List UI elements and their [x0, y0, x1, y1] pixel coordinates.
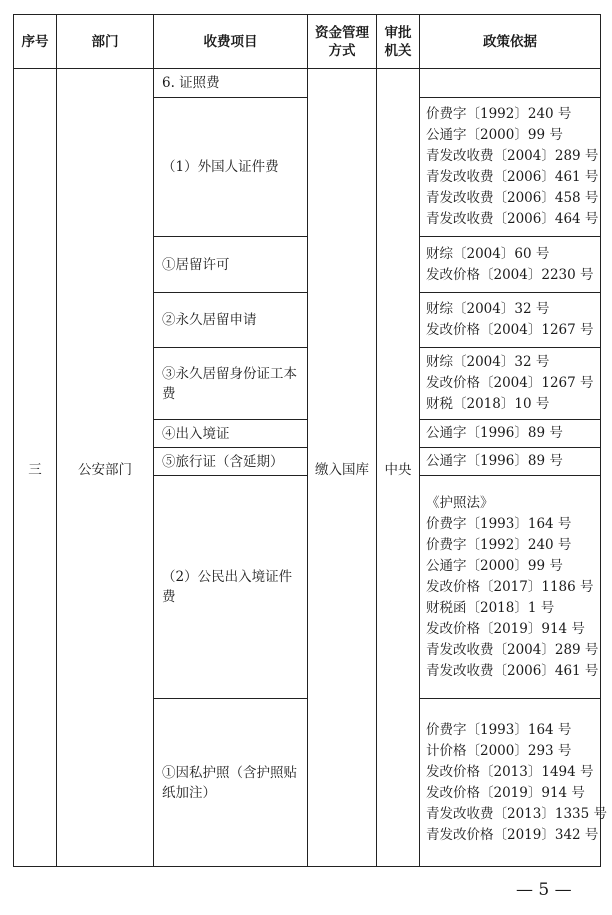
item-cell: （2）公民出入境证件费 — [154, 476, 308, 699]
group-approval: 中央 — [377, 69, 420, 867]
header-dept: 部门 — [57, 15, 154, 69]
basis-line: 公通字〔2000〕99 号 — [426, 127, 563, 143]
basis-line: 青发改收费〔2006〕464 号 — [426, 211, 599, 227]
basis-line: 财税〔2018〕10 号 — [426, 396, 550, 412]
basis-line: 价费字〔1992〕240 号 — [426, 106, 572, 122]
header-no: 序号 — [14, 15, 57, 69]
basis-line: 发改价格〔2019〕914 号 — [426, 784, 585, 801]
basis-line: 发改价格〔2004〕1267 号 — [426, 322, 594, 338]
item-cell: ⑤旅行证（含延期） — [154, 448, 308, 476]
item-cell: ①居留许可 — [154, 237, 308, 293]
basis-cell — [420, 448, 601, 476]
basis-line: 财综〔2004〕60 号 — [426, 245, 550, 262]
basis-line: 青发改价格〔2019〕342 号 — [426, 826, 599, 843]
basis-line: 财税函〔2018〕1 号 — [426, 599, 555, 616]
basis-line: 价费字〔1993〕164 号 — [426, 515, 572, 532]
header-item: 收费项目 — [154, 15, 308, 69]
basis-cell — [420, 476, 601, 699]
basis-line: 财综〔2004〕32 号 — [426, 354, 550, 370]
basis-line: 青发改收费〔2006〕461 号 — [426, 169, 599, 185]
fee-table — [13, 14, 608, 867]
basis-line: 价费字〔1992〕240 号 — [426, 536, 572, 553]
basis-cell — [420, 237, 601, 293]
basis-line: 财综〔2004〕32 号 — [426, 301, 550, 317]
basis-line: 青发改收费〔2013〕1335 号 — [426, 805, 608, 822]
basis-line: 公通字〔2000〕99 号 — [426, 557, 563, 574]
basis-line: 计价格〔2000〕293 号 — [426, 742, 572, 759]
basis-cell — [420, 98, 601, 237]
basis-line: 青发改收费〔2004〕289 号 — [426, 148, 599, 164]
basis-line: 青发改收费〔2006〕458 号 — [426, 190, 599, 206]
item-cell: ④出入境证 — [154, 420, 308, 448]
item-cell: ②永久居留申请 — [154, 293, 308, 348]
basis-cell — [420, 420, 601, 448]
basis-line: 公通字〔1996〕89 号 — [426, 453, 563, 469]
basis-line: 青发改收费〔2006〕461 号 — [426, 662, 599, 679]
item-cell: 6. 证照费 — [154, 69, 308, 98]
basis-cell — [420, 699, 608, 867]
table-row — [14, 69, 601, 98]
basis-line: 发改价格〔2004〕1267 号 — [426, 375, 594, 391]
basis-cell — [420, 69, 601, 98]
page-number: — 5 — — [516, 880, 572, 900]
header-row — [14, 15, 601, 69]
basis-line: 发改价格〔2004〕2230 号 — [426, 266, 594, 283]
header-approval: 审批机关 — [377, 15, 420, 69]
basis-line: 青发改收费〔2004〕289 号 — [426, 641, 599, 658]
basis-line: 公通字〔1996〕89 号 — [426, 425, 563, 441]
group-fund: 缴入国库 — [308, 69, 377, 867]
item-cell: ③永久居留身份证工本费 — [154, 348, 308, 420]
basis-line: 价费字〔1993〕164 号 — [426, 721, 572, 738]
basis-cell — [420, 348, 601, 420]
basis-line: 发改价格〔2017〕1186 号 — [426, 578, 594, 595]
basis-line: 发改价格〔2019〕914 号 — [426, 620, 585, 637]
header-basis: 政策依据 — [420, 15, 601, 69]
group-no: 三 — [14, 69, 57, 867]
item-cell: （1）外国人证件费 — [154, 98, 308, 237]
basis-line: 《护照法》 — [426, 494, 494, 511]
basis-cell — [420, 293, 601, 348]
basis-line: 发改价格〔2013〕1494 号 — [426, 763, 594, 780]
item-cell: ①因私护照（含护照贴纸加注） — [154, 699, 308, 867]
header-fund: 资金管理方式 — [308, 15, 377, 69]
group-dept: 公安部门 — [57, 69, 154, 867]
